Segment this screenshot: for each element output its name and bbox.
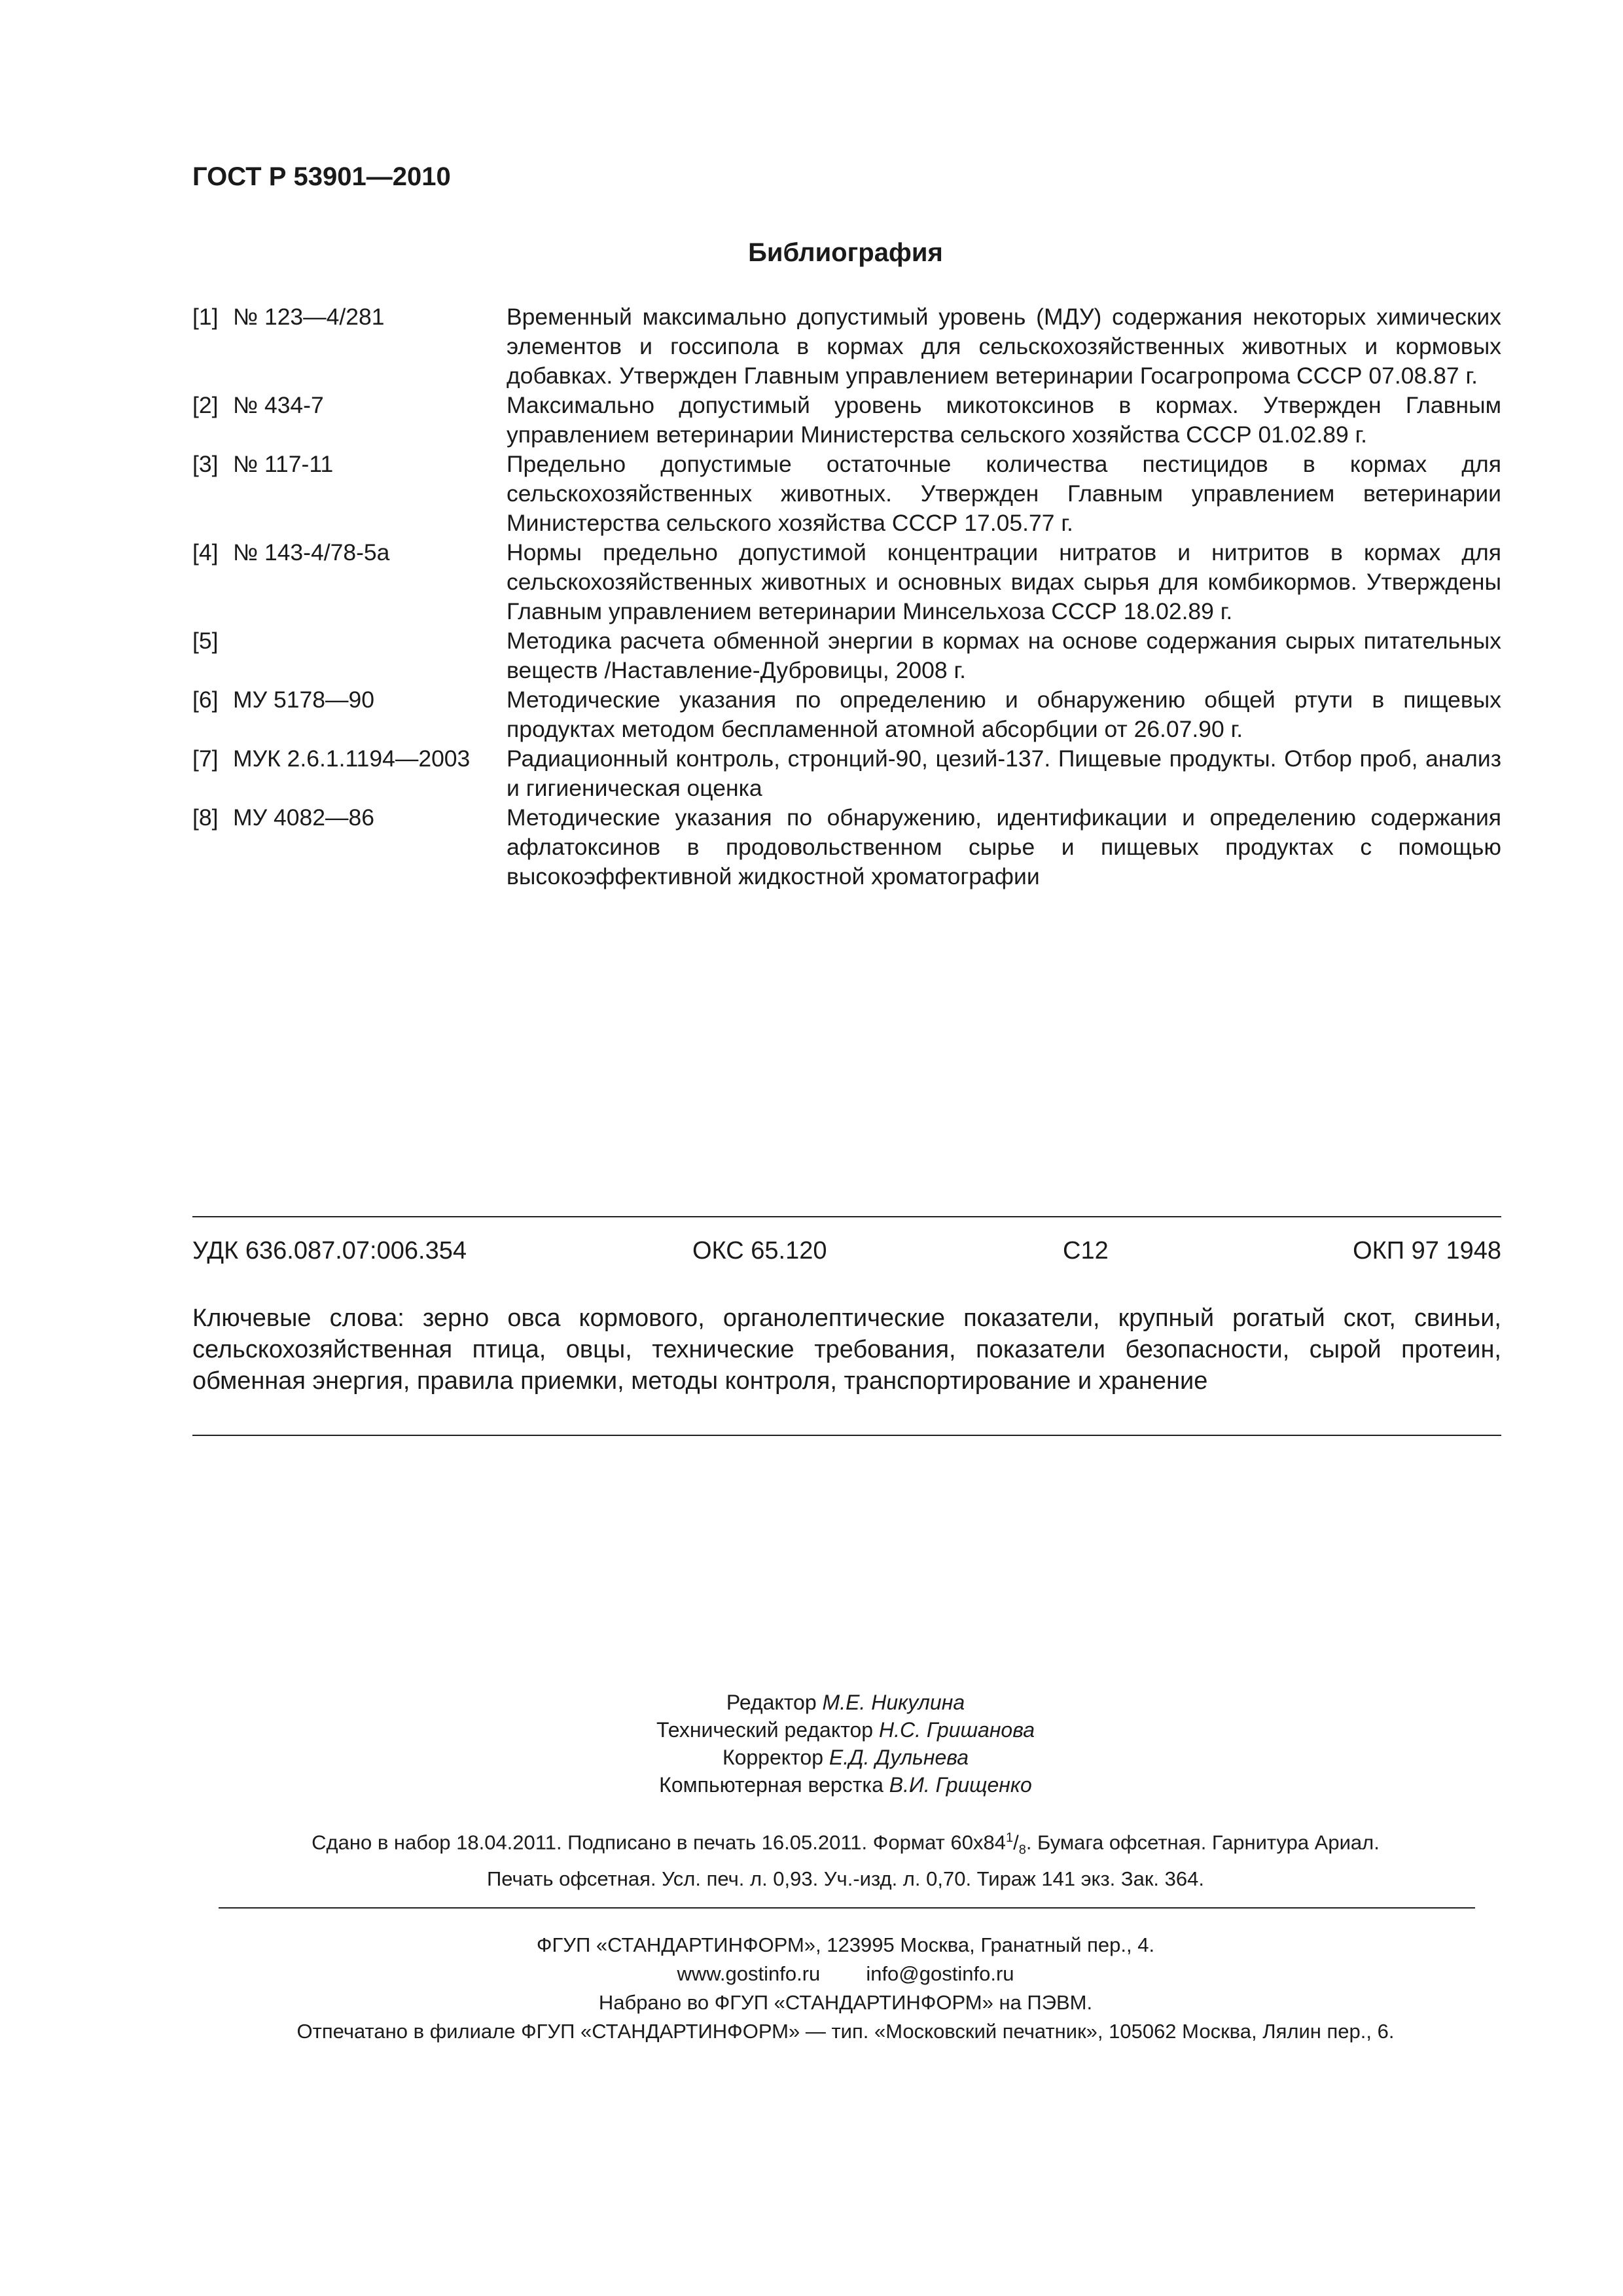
staff-line (0, 1716, 1623, 1744)
entry-number: [7] (192, 745, 219, 772)
print-info-line2: Печать офсетная. Усл. печ. л. 0,93. Уч.-изд. л. 0,70. Тираж 141 экз. Зак. 364. (486, 1867, 1204, 1890)
entry-number: [2] (192, 392, 219, 418)
staff-line (0, 1689, 1623, 1716)
entry-code: № 143-4/78-5а (233, 539, 390, 565)
staff-credits (0, 1689, 1623, 1799)
udk-code: УДК 636.087.07:006.354 (192, 1237, 467, 1265)
entry-code: № 434-7 (233, 392, 324, 418)
printed-info: Отпечатано в филиале ФГУП «СТАНДАРТИНФОРМ» — тип. «Московский печатник», 105062 Москва, Лялин пер., 6. (296, 2020, 1395, 2043)
staff-line (0, 1744, 1623, 1771)
divider-middle (192, 1435, 1501, 1436)
bibliography-entry (192, 744, 1501, 803)
bibliography-entry (192, 538, 1501, 626)
print-info (0, 1823, 1623, 1893)
entry-code: МУК 2.6.1.1194—2003 (233, 745, 471, 772)
divider-bottom (219, 1907, 1475, 1909)
bibliography-entry (192, 391, 1501, 450)
entry-code: МУ 5178—90 (233, 687, 374, 713)
bibliography-entry (192, 626, 1501, 685)
entry-description: Методические указания по обнаружению, идентификации и определению содержания афлатоксинов в продовольственном сырье и пищевых продуктах с помощью высокоэффективной жидкостной хроматографии (507, 804, 1501, 889)
entry-number: [8] (192, 804, 219, 831)
entry-number: [5] (192, 628, 219, 654)
bibliography-list (192, 302, 1501, 891)
entry-description: Методика расчета обменной энергии в кормах на основе содержания сырых питательных веществ /Наставление-Дубровицы, 2008 г. (507, 628, 1501, 683)
entry-code (233, 626, 507, 685)
okp-code: ОКП 97 1948 (1353, 1237, 1501, 1265)
entry-code: МУ 4082—86 (233, 804, 374, 831)
divider-top (192, 1216, 1501, 1217)
entry-number: [6] (192, 687, 219, 713)
bibliography-entry (192, 450, 1501, 538)
keywords: Ключевые слова: зерно овса кормового, органолептические показатели, крупный рогатый скот, свиньи, сельскохозяйственная птица, овцы, технические требования, показатели безопасности, сырой протеин, обменная энергия, правила приемки, методы контроля, транспортирование и хранение (192, 1304, 1501, 1395)
entry-description: Максимально допустимый уровень микотоксинов в кормах. Утвержден Главным управлением ветеринарии Министерства сельского хозяйства СССР 01.02.89 г. (507, 392, 1501, 448)
entry-description: Нормы предельно допустимой концентрации нитратов и нитритов в кормах для сельскохозяйственных животных и основных видах сырья для комбикормов. Утверждены Главным управлением ветеринарии Минсельхоза СССР 18.02.89 г. (507, 539, 1501, 624)
staff-name: Е.Д. Дульнева (829, 1746, 969, 1769)
staff-role: Компьютерная верстка (659, 1773, 883, 1797)
staff-role: Корректор (722, 1746, 824, 1769)
entry-number: [4] (192, 539, 219, 565)
bibliography-entry (192, 685, 1501, 744)
oks-code: ОКС 65.120 (692, 1237, 827, 1265)
staff-name: М.Е. Никулина (822, 1691, 965, 1714)
bibliography-title: Библиография (748, 238, 943, 267)
publisher-address: ФГУП «СТАНДАРТИНФОРМ», 123995 Москва, Гранатный пер., 4. (536, 1933, 1155, 1956)
entry-description: Методические указания по определению и обнаружению общей ртути в пищевых продуктах методом беспламенной атомной абсорбции от 26.07.90 г. (507, 687, 1501, 742)
entry-description: Предельно допустимые остаточные количества пестицидов в кормах для сельскохозяйственных животных. Утвержден Главным управлением ветеринарии Министерства сельского хозяйства СССР 17.05.77 г. (507, 451, 1501, 536)
staff-name: Н.С. Гришанова (878, 1718, 1035, 1742)
c-code: С12 (1063, 1237, 1109, 1265)
typeset-info: Набрано во ФГУП «СТАНДАРТИНФОРМ» на ПЭВМ. (598, 1991, 1093, 2014)
bibliography-entry (192, 803, 1501, 891)
document-header: ГОСТ Р 53901—2010 (192, 162, 451, 191)
print-info-line1: Сдано в набор 18.04.2011. Подписано в печать 16.05.2011. Формат $60х84^1/_8$. Бумага офсетная. Гарнитура Ариал. (312, 1831, 1380, 1857)
classification-row (192, 1237, 1501, 1270)
staff-line (0, 1771, 1623, 1799)
entry-description: Радиационный контроль, стронций-90, цезий-137. Пищевые продукты. Отбор проб, анализ и гигиеническая оценка (507, 745, 1501, 801)
publisher-email[interactable]: info@gostinfo.ru (866, 1962, 1014, 1985)
entry-description: Временный максимально допустимый уровень (МДУ) содержания некоторых химических элементов и госсипола в кормах для сельскохозяйственных животных и кормовых добавках. Утвержден Главным управлением ветеринарии Госагропрома СССР 07.08.87 г. (507, 304, 1501, 389)
bibliography-entry (192, 302, 1501, 391)
publisher-website[interactable]: www.gostinfo.ru (677, 1962, 821, 1985)
entry-code: № 117-11 (233, 451, 334, 477)
staff-role: Редактор (726, 1691, 817, 1714)
publisher-info (0, 1931, 1623, 2046)
entry-code: № 123—4/281 (233, 304, 385, 330)
entry-number: [3] (192, 451, 219, 477)
publisher-contacts (0, 1960, 1623, 1988)
staff-role: Технический редактор (656, 1718, 874, 1742)
staff-name: В.И. Грищенко (889, 1773, 1032, 1797)
entry-number: [1] (192, 304, 219, 330)
